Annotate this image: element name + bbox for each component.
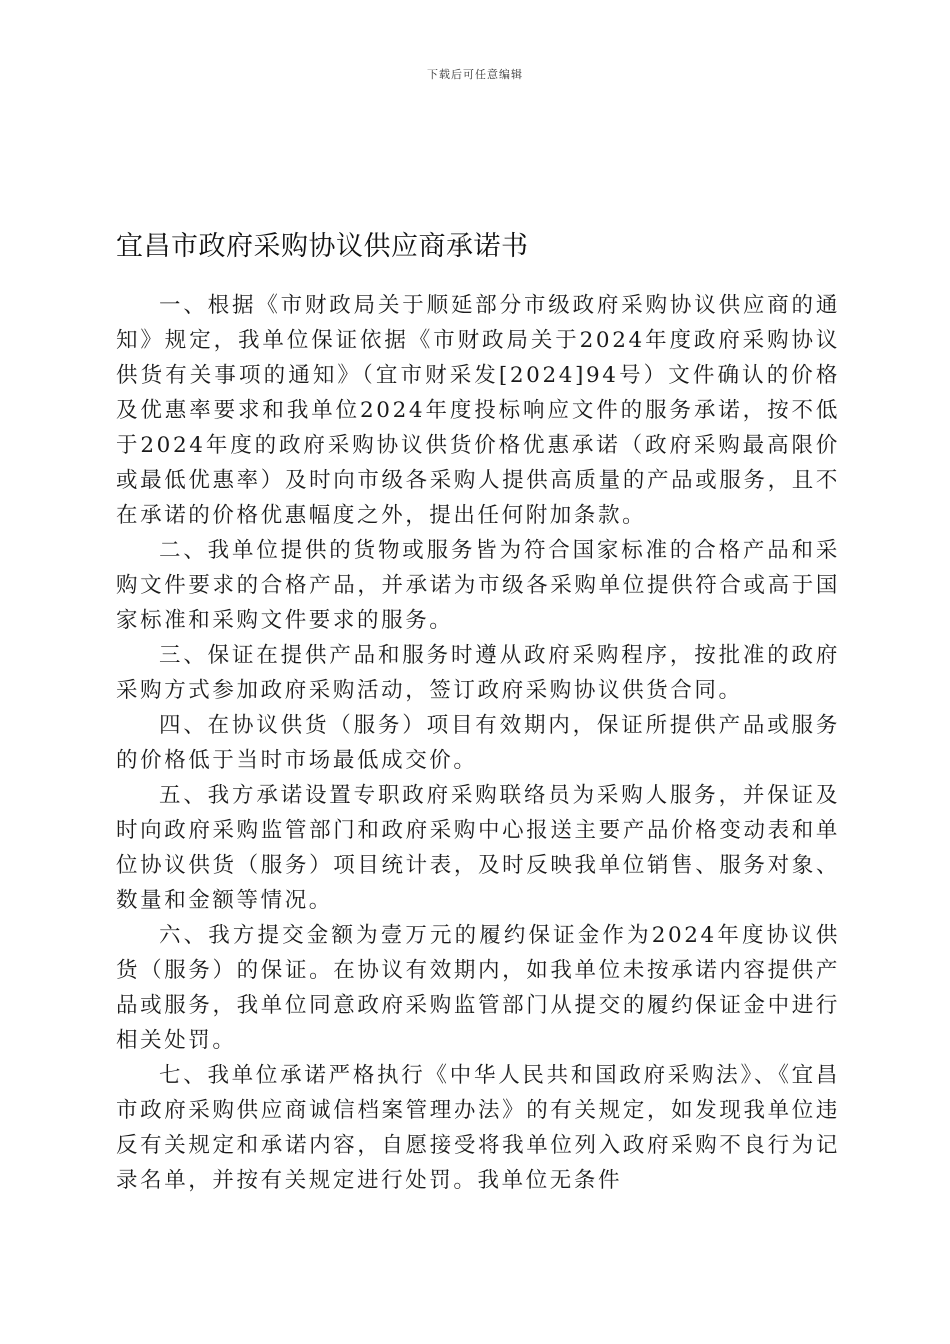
paragraph-5: 五、我方承诺设置专职政府采购联络员为采购人服务，并保证及时向政府采购监管部门和政府采购中心报送主要产品价格变动表和单位协议供货（服务）项目统计表，及时反映我单位销售、服务对象、数量和金额等情况。 <box>116 783 840 913</box>
header-note: 下载后可任意编辑 <box>427 68 523 81</box>
document-body <box>116 288 840 1198</box>
document-title: 宜昌市政府采购协议供应商承诺书 <box>116 231 529 262</box>
paragraph-4: 四、在协议供货（服务）项目有效期内，保证所提供产品或服务的价格低于当时市场最低成交价。 <box>116 713 840 773</box>
paragraph-7: 七、我单位承诺严格执行《中华人民共和国政府采购法》、《宜昌市政府采购供应商诚信档案管理办法》的有关规定，如发现我单位违反有关规定和承诺内容，自愿接受将我单位列入政府采购不良行为记录名单，并按有关规定进行处罚。我单位无条件 <box>116 1063 840 1193</box>
paragraph-6: 六、我方提交金额为壹万元的履约保证金作为2024年度协议供货（服务）的保证。在协议有效期内，如我单位未按承诺内容提供产品或服务，我单位同意政府采购监管部门从提交的履约保证金中进行相关处罚。 <box>116 923 840 1053</box>
paragraph-3: 三、保证在提供产品和服务时遵从政府采购程序，按批准的政府采购方式参加政府采购活动，签订政府采购协议供货合同。 <box>116 643 840 703</box>
paragraph-1: 一、根据《市财政局关于顺延部分市级政府采购协议供应商的通知》规定，我单位保证依据《市财政局关于2024年度政府采购协议供货有关事项的通知》（宜市财采发[2024]94号）文件确认的价格及优惠率要求和我单位2024年度投标响应文件的服务承诺，按不低于2024年度的政府采购协议供货价格优惠承诺（政府采购最高限价或最低优惠率）及时向市级各采购人提供高质量的产品或服务，且不在承诺的价格优惠幅度之外，提出任何附加条款。 <box>116 293 840 528</box>
paragraph-2: 二、我单位提供的货物或服务皆为符合国家标准的合格产品和采购文件要求的合格产品，并承诺为市级各采购单位提供符合或高于国家标准和采购文件要求的服务。 <box>116 538 840 633</box>
